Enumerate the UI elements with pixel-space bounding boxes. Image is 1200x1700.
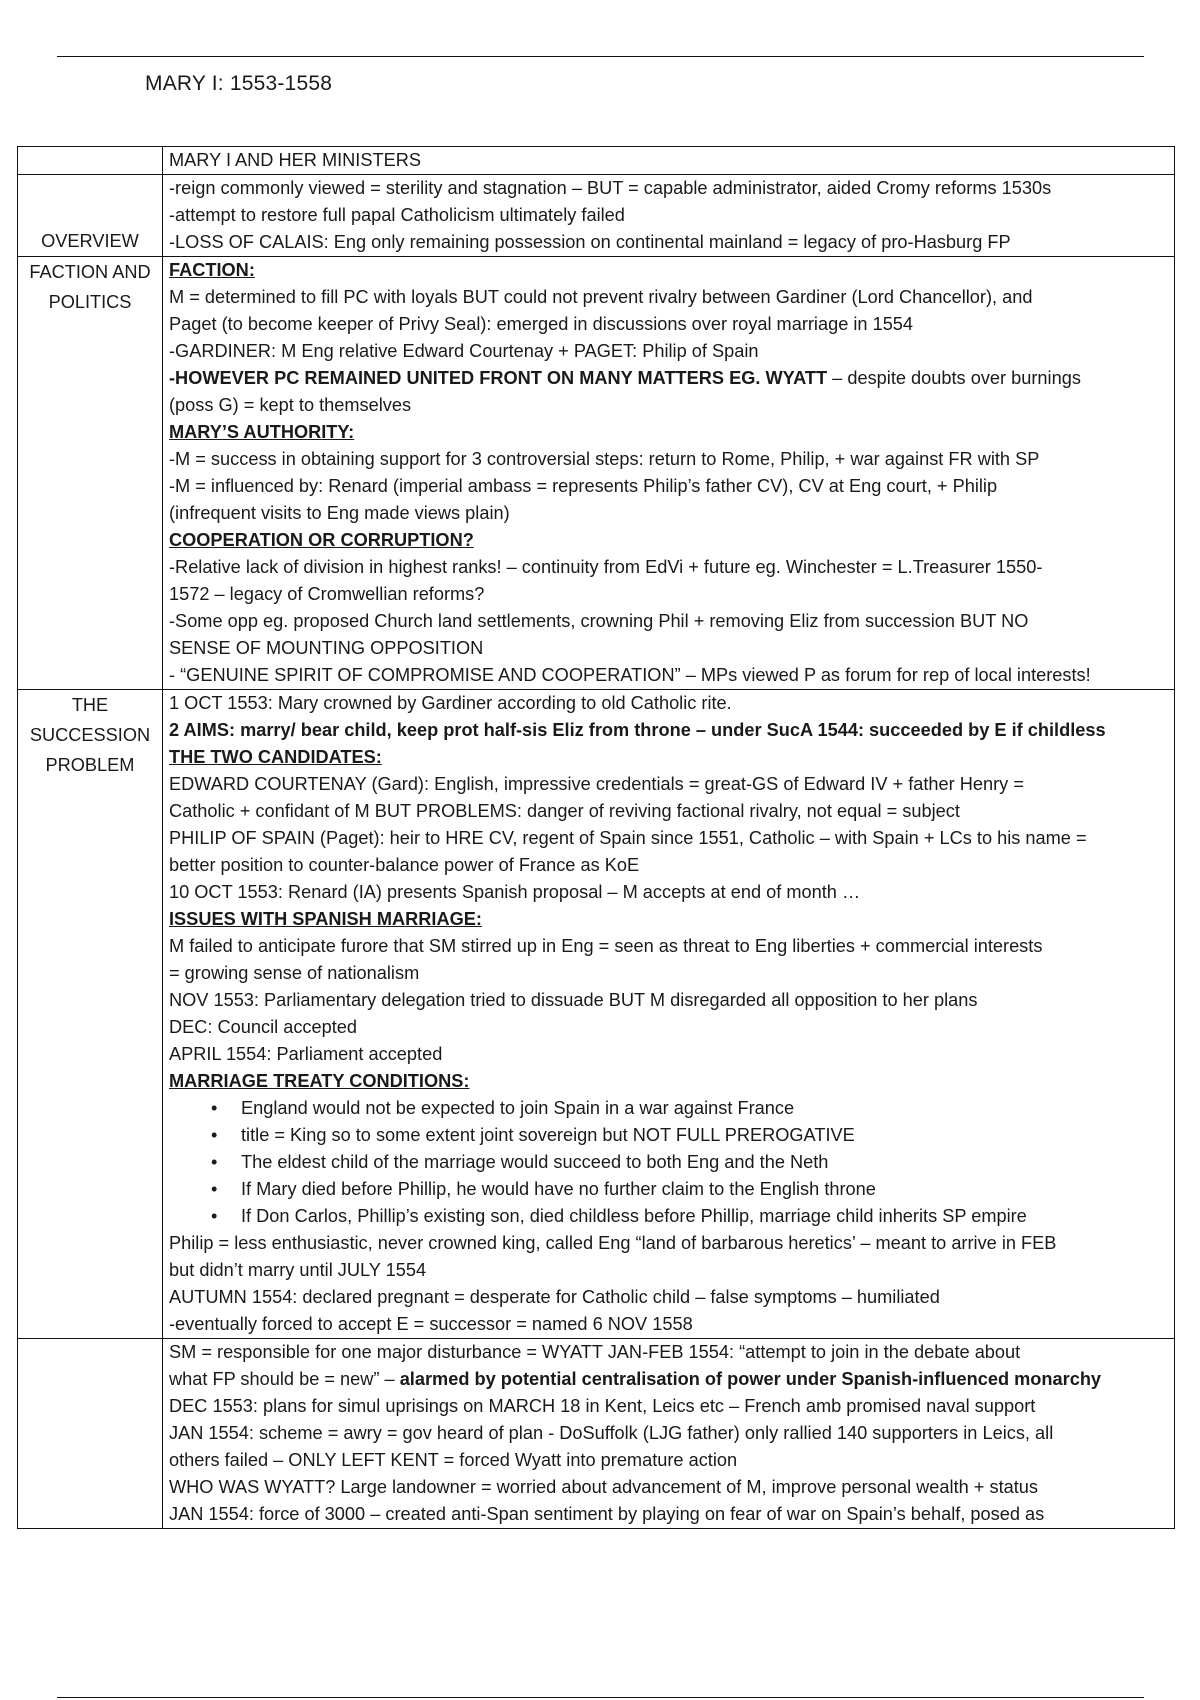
text-line: better position to counter-balance power of France as KoE — [169, 855, 640, 875]
text-line: PHILIP OF SPAIN (Paget): heir to HRE CV, regent of Spain since 1551, Catholic – with Spain + LCs to his name = — [169, 828, 1087, 848]
text-line — [169, 1366, 1168, 1393]
faction-content — [163, 257, 1175, 690]
wyatt-row — [18, 1339, 1175, 1529]
section-heading: FACTION: — [169, 260, 255, 280]
text-line: 1572 – legacy of Cromwellian reforms? — [169, 584, 485, 604]
bold-text: alarmed by potential centralisation of power under Spanish-influenced monarchy — [399, 1369, 1102, 1389]
bold-text: -HOWEVER PC REMAINED UNITED FRONT ON MANY MATTERS EG. WYATT — [169, 368, 828, 388]
list-item: • title = King so to some extent joint sovereign but NOT FULL PREROGATIVE — [169, 1122, 1168, 1149]
text-line: 10 OCT 1553: Renard (IA) presents Spanish proposal – M accepts at end of month … — [169, 882, 861, 902]
overview-row — [18, 175, 1175, 257]
succession-row — [18, 690, 1175, 1339]
overview-label: OVERVIEW — [18, 175, 163, 257]
text-line: SENSE OF MOUNTING OPPOSITION — [169, 638, 484, 658]
text-line: DEC: Council accepted — [169, 1017, 358, 1037]
text-span: – despite doubts over burnings — [827, 368, 1081, 388]
top-rule — [57, 56, 1144, 57]
text-line: Catholic + confidant of M BUT PROBLEMS: danger of reviving factional rivalry, not equal = subject — [169, 801, 960, 821]
text-line: 1 OCT 1553: Mary crowned by Gardiner according to old Catholic rite. — [169, 693, 732, 713]
text-line: -reign commonly viewed = sterility and stagnation – BUT = capable administrator, aided Cromy reforms 1530s — [169, 178, 1052, 198]
heading-row — [18, 147, 1175, 175]
text-line: -M = influenced by: Renard (imperial ambass = represents Philip’s father CV), CV at Eng court, + Philip — [169, 476, 998, 496]
wyatt-label-cell — [18, 1339, 163, 1529]
text-span: what FP should be = new” – — [169, 1369, 400, 1389]
wyatt-content — [163, 1339, 1175, 1529]
bottom-rule — [57, 1697, 1144, 1698]
text-line: WHO WAS WYATT? Large landowner = worried about advancement of M, improve personal wealth + status — [169, 1477, 1039, 1497]
list-item: • England would not be expected to join Spain in a war against France — [169, 1095, 1168, 1122]
text-line: -attempt to restore full papal Catholicism ultimately failed — [169, 205, 625, 225]
overview-content — [163, 175, 1175, 257]
treaty-conditions-list — [169, 1095, 1168, 1230]
text-line: APRIL 1554: Parliament accepted — [169, 1044, 443, 1064]
succession-content — [163, 690, 1175, 1339]
text-line: but didn’t marry until JULY 1554 — [169, 1260, 427, 1280]
text-line: SM = responsible for one major disturbance = WYATT JAN-FEB 1554: “attempt to join in the debate about — [169, 1342, 1021, 1362]
text-line: -M = success in obtaining support for 3 controversial steps: return to Rome, Philip, + war against FR with SP — [169, 449, 1040, 469]
list-item: • If Don Carlos, Phillip’s existing son, died childless before Phillip, marriage child inherits SP empire — [169, 1203, 1168, 1230]
text-line: Philip = less enthusiastic, never crowned king, called Eng “land of barbarous heretics’ – meant to arrive in FEB — [169, 1233, 1057, 1253]
notes-table — [17, 146, 1175, 1529]
succession-label: THE SUCCESSION PROBLEM — [18, 690, 163, 1339]
page-title: MARY I: 1553-1558 — [145, 72, 333, 95]
text-line: NOV 1553: Parliamentary delegation tried to dissuade BUT M disregarded all opposition to her plans — [169, 990, 978, 1010]
section-heading: MARRIAGE TREATY CONDITIONS: — [169, 1071, 470, 1091]
text-line: JAN 1554: force of 3000 – created anti-Span sentiment by playing on fear of war on Spain’s behalf, posed as — [169, 1504, 1045, 1524]
text-line: EDWARD COURTENAY (Gard): English, impressive credentials = great-GS of Edward IV + father Henry = — [169, 774, 1024, 794]
heading-label-cell — [18, 147, 163, 175]
list-item: • The eldest child of the marriage would succeed to both Eng and the Neth — [169, 1149, 1168, 1176]
text-line: M failed to anticipate furore that SM stirred up in Eng = seen as threat to Eng liberties + commercial interests — [169, 936, 1043, 956]
text-line: 2 AIMS: marry/ bear child, keep prot half-sis Eliz from throne – under SucA 1544: succeeded by E if childless — [169, 720, 1106, 740]
faction-row — [18, 257, 1175, 690]
faction-label: FACTION AND POLITICS — [18, 257, 163, 690]
section-heading: COOPERATION OR CORRUPTION? — [169, 530, 474, 550]
section-heading: ISSUES WITH SPANISH MARRIAGE: — [169, 909, 482, 929]
text-line: Paget (to become keeper of Privy Seal): emerged in discussions over royal marriage in 1554 — [169, 314, 914, 334]
text-line: JAN 1554: scheme = awry = gov heard of plan - DoSuffolk (LJG father) only rallied 140 supporters in Leics, all — [169, 1423, 1054, 1443]
text-line: = growing sense of nationalism — [169, 963, 420, 983]
text-line: (infrequent visits to Eng made views plain) — [169, 503, 510, 523]
text-line: -Relative lack of division in highest ranks! – continuity from EdVi + future eg. Winchester = L.Treasurer 1550- — [169, 557, 1043, 577]
text-line: - “GENUINE SPIRIT OF COMPROMISE AND COOPERATION” – MPs viewed P as forum for rep of local interests! — [169, 665, 1091, 685]
text-line: -Some opp eg. proposed Church land settlements, crowning Phil + removing Eliz from succession BUT NO — [169, 611, 1029, 631]
table-heading: MARY I AND HER MINISTERS — [169, 150, 421, 170]
section-heading: MARY’S AUTHORITY: — [169, 422, 355, 442]
text-line — [169, 365, 1168, 392]
text-line: M = determined to fill PC with loyals BUT could not prevent rivalry between Gardiner (Lord Chancellor), and — [169, 287, 1033, 307]
text-line: -GARDINER: M Eng relative Edward Courtenay + PAGET: Philip of Spain — [169, 341, 759, 361]
section-heading: THE TWO CANDIDATES: — [169, 747, 382, 767]
text-line: -eventually forced to accept E = successor = named 6 NOV 1558 — [169, 1314, 693, 1334]
text-line: AUTUMN 1554: declared pregnant = desperate for Catholic child – false symptoms – humiliated — [169, 1287, 940, 1307]
text-line: DEC 1553: plans for simul uprisings on MARCH 18 in Kent, Leics etc – French amb promised naval support — [169, 1396, 1036, 1416]
list-item: • If Mary died before Phillip, he would have no further claim to the English throne — [169, 1176, 1168, 1203]
text-line: (poss G) = kept to themselves — [169, 395, 412, 415]
text-line: -LOSS OF CALAIS: Eng only remaining possession on continental mainland = legacy of pro-Hasburg FP — [169, 232, 1011, 252]
text-line: others failed – ONLY LEFT KENT = forced Wyatt into premature action — [169, 1450, 738, 1470]
heading-cell — [163, 147, 1175, 175]
